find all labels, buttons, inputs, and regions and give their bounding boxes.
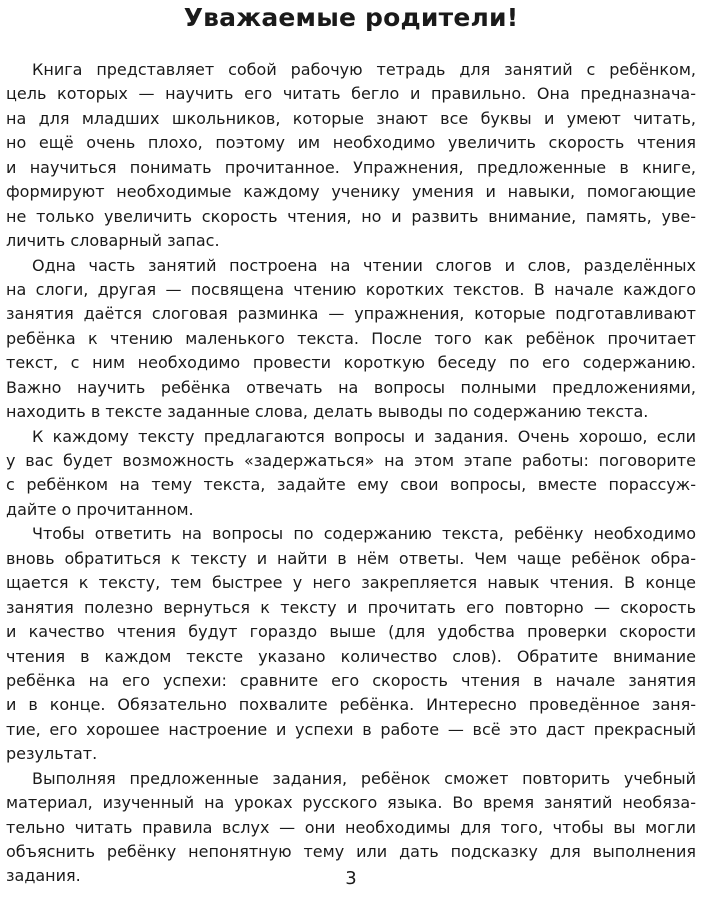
text-line: чтения в каждом тексте указано количество слов). Обратите внимание [6,646,696,666]
page-title: Уважаемые родители! [183,3,519,32]
text-line: и качество чтения будут гораздо выше (для удобства проверки скорости [6,622,696,642]
text-line: с ребёнком на тему текста, задайте ему свои вопросы, вместе порассуж- [6,475,696,495]
text-line: тельно читать правила вслух — они необходимы для того, чтобы вы могли [6,817,696,837]
text-line: ребёнка к чтению маленького текста. После того как ребёнок прочитает [6,328,696,348]
text-line: вновь обратиться к тексту и найти в нём ответы. Чем чаще ребёнок обра- [6,548,696,568]
text-line: объяснить ребёнку непонятную тему или дать подсказку для выполнения [6,842,696,861]
text-line: дайте о прочитанном. [6,499,194,519]
text-line: ребёнка на его успехи: сравните его скорость чтения в начале занятия [6,670,696,690]
text-line: не только увеличить скорость чтения, но и развить внимание, память, уве- [6,206,696,226]
text-line: Важно научить ребёнка отвечать на вопросы полными предложениями, [6,377,696,397]
text-line: щается к тексту, тем быстрее у него закрепляется навык чтения. В конце [6,573,696,593]
paragraph-2 [6,254,696,425]
text-line: задания. [6,866,81,886]
text-line: занятия даётся слоговая разминка — упражнения, которые подготавливают [6,304,696,324]
text-line: цель которых — научить его читать бегло и правильно. Она предназнача- [6,84,696,104]
text-line: но ещё очень плохо, поэтому им необходимо увеличить скорость чтения [6,133,696,153]
body-text [6,58,696,889]
text-line: занятия полезно вернуться к тексту и прочитать его повторно — скорость [6,597,696,617]
text-line: на слоги, другая — посвящена чтению коротких текстов. В начале каждого [6,279,696,299]
text-line: Выполняя предложенные задания, ребёнок сможет повторить учебный [32,768,696,788]
text-line: и в конце. Обязательно похвалите ребёнка. Интересно проведённое заня- [6,695,696,715]
text-line: Одна часть занятий построена на чтении слогов и слов, разделённых [32,255,696,275]
paragraph-3 [6,425,696,523]
text-line: на для младших школьников, которые знают все буквы и умеют читать, [6,108,696,128]
text-line: результат. [6,744,98,764]
text-line: у вас будет возможность «задержаться» на этом этапе работы: поговорите [6,451,696,470]
text-line: К каждому тексту предлагаются вопросы и задания. Очень хорошо, если [32,426,696,446]
text-line: Книга представляет собой рабочую тетрадь для занятий с ребёнком, [32,60,696,79]
paragraph-1 [6,58,696,254]
text-line: формируют необходимые каждому ученику умения и навыки, помогающие [6,182,696,202]
text-line: находить в тексте заданные слова, делать выводы по содержанию текста. [6,402,649,422]
text-line: и научиться понимать прочитанное. Упражнения, предложенные в книге, [6,157,696,177]
text-line: Чтобы ответить на вопросы по содержанию текста, ребёнку необходимо [32,524,696,544]
page-number: 3 [345,868,357,889]
text-line: текст, с ним необходимо провести короткую беседу по его содержанию. [6,353,696,373]
text-line: материал, изученный на уроках русского языка. Во время занятий необяза- [6,793,696,813]
text-line: тие, его хорошее настроение и успехи в работе — всё это даст прекрасный [6,719,696,739]
text-line: личить словарный запас. [6,231,220,251]
paragraph-4 [6,522,696,766]
